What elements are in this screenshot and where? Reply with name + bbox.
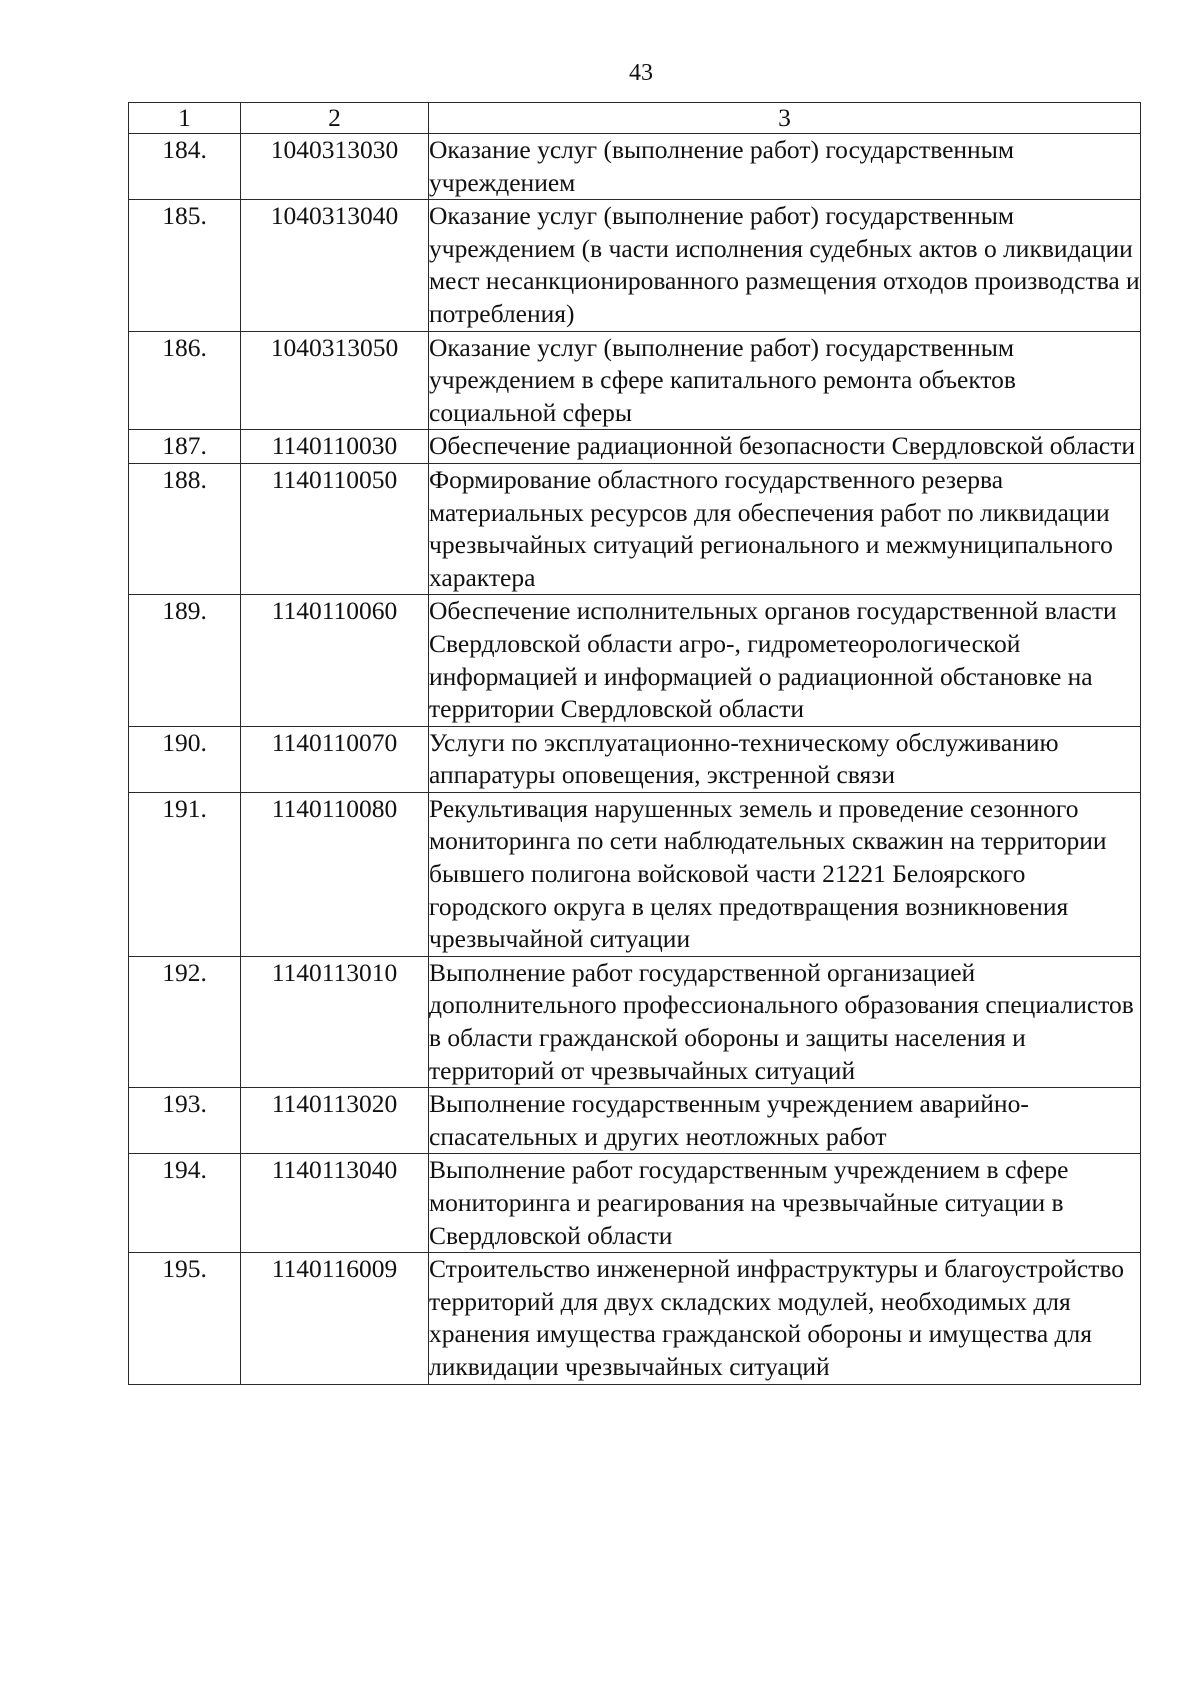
row-code: 1140113010 xyxy=(241,956,429,1087)
row-code: 1140116009 xyxy=(241,1253,429,1384)
row-number: 194. xyxy=(129,1154,241,1253)
row-description: Обеспечение радиационной безопасности Свердловской области xyxy=(429,430,1141,464)
row-description: Рекультивация нарушенных земель и проведение сезонного мониторинга по сети наблюдательных скважин на территории бывшего полигона войсковой части 21221 Белоярского городского округа в целях предотвращения возникновения чрезвычайной ситуации xyxy=(429,792,1141,956)
row-description: Оказание услуг (выполнение работ) государственным учреждением (в части исполнения судебных актов о ликвидации мест несанкционированного размещения отходов производства и потребления) xyxy=(429,200,1141,331)
table-row xyxy=(129,1088,1141,1154)
row-number: 186. xyxy=(129,331,241,430)
row-number: 192. xyxy=(129,956,241,1087)
row-number: 188. xyxy=(129,463,241,594)
row-description: Услуги по эксплуатационно-техническому обслуживанию аппаратуры оповещения, экстренной связи xyxy=(429,726,1141,792)
row-description: Строительство инженерной инфраструктуры и благоустройство территорий для двух складских модулей, необходимых для хранения имущества гражданской обороны и имущества для ликвидации чрезвычайных ситуаций xyxy=(429,1253,1141,1384)
column-header-3: 3 xyxy=(429,103,1141,134)
row-number: 191. xyxy=(129,792,241,956)
page-number: 43 xyxy=(629,60,653,86)
table-row xyxy=(129,1154,1141,1253)
row-number: 193. xyxy=(129,1088,241,1154)
row-code: 1040313050 xyxy=(241,331,429,430)
column-header-1: 1 xyxy=(129,103,241,134)
row-number: 187. xyxy=(129,430,241,464)
row-code: 1040313030 xyxy=(241,134,429,200)
table-row xyxy=(129,200,1141,331)
table-header-row xyxy=(129,103,1141,134)
codes-table xyxy=(128,102,1141,1385)
row-code: 1140113020 xyxy=(241,1088,429,1154)
row-description: Выполнение государственным учреждением аварийно-спасательных и других неотложных работ xyxy=(429,1088,1141,1154)
row-code: 1140110080 xyxy=(241,792,429,956)
row-number: 184. xyxy=(129,134,241,200)
table-row xyxy=(129,430,1141,464)
table-row xyxy=(129,331,1141,430)
table-row xyxy=(129,726,1141,792)
row-description: Выполнение работ государственным учреждением в сфере мониторинга и реагирования на чрезвычайные ситуации в Свердловской области xyxy=(429,1154,1141,1253)
table-row xyxy=(129,792,1141,956)
row-number: 185. xyxy=(129,200,241,331)
table-row xyxy=(129,956,1141,1087)
row-code: 1140110030 xyxy=(241,430,429,464)
row-number: 195. xyxy=(129,1253,241,1384)
column-header-2: 2 xyxy=(241,103,429,134)
row-code: 1140110070 xyxy=(241,726,429,792)
row-description: Оказание услуг (выполнение работ) государственным учреждением xyxy=(429,134,1141,200)
row-code: 1140110050 xyxy=(241,463,429,594)
row-description: Обеспечение исполнительных органов государственной власти Свердловской области агро-, гидрометеорологической информацией и информацией о радиационной обстановке на территории Свердловской области xyxy=(429,595,1141,726)
row-description: Оказание услуг (выполнение работ) государственным учреждением в сфере капитального ремонта объектов социальной сферы xyxy=(429,331,1141,430)
row-description: Выполнение работ государственной организацией дополнительного профессионального образования специалистов в области гражданской обороны и защиты населения и территорий от чрезвычайных ситуаций xyxy=(429,956,1141,1087)
row-code: 1140113040 xyxy=(241,1154,429,1253)
row-code: 1140110060 xyxy=(241,595,429,726)
row-description: Формирование областного государственного резерва материальных ресурсов для обеспечения работ по ликвидации чрезвычайных ситуаций регионального и межмуниципального характера xyxy=(429,463,1141,594)
row-number: 190. xyxy=(129,726,241,792)
table-row xyxy=(129,463,1141,594)
row-number: 189. xyxy=(129,595,241,726)
table-row xyxy=(129,595,1141,726)
table-row xyxy=(129,134,1141,200)
row-code: 1040313040 xyxy=(241,200,429,331)
table-row xyxy=(129,1253,1141,1384)
